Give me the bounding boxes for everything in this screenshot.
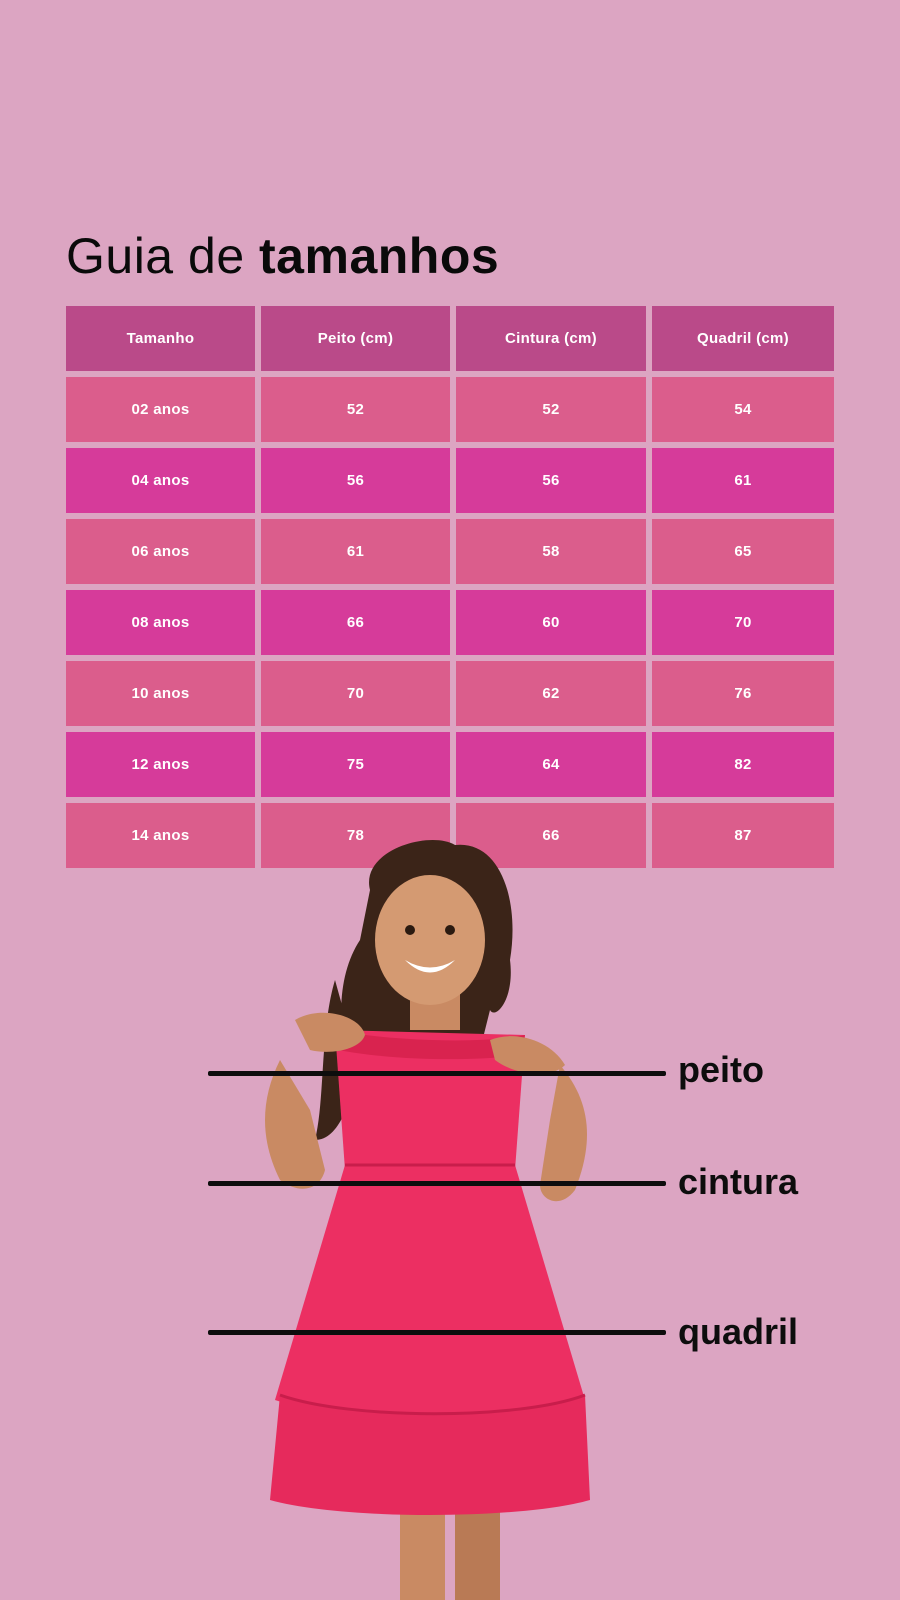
cell-size: 14 anos xyxy=(66,803,255,868)
cell-hip: 61 xyxy=(652,448,834,513)
hip-label: quadril xyxy=(678,1311,799,1352)
size-table xyxy=(66,306,834,868)
cell-hip: 76 xyxy=(652,661,834,726)
model-photo xyxy=(240,840,640,1600)
cell-size: 04 anos xyxy=(66,448,255,513)
cell-chest: 61 xyxy=(261,519,450,584)
dress-skirt xyxy=(275,1165,585,1419)
table-header-row xyxy=(66,306,834,371)
cell-size: 08 anos xyxy=(66,590,255,655)
left-arm xyxy=(265,1060,325,1189)
page-title xyxy=(66,226,499,286)
table-row xyxy=(66,519,834,584)
cell-chest: 78 xyxy=(261,803,450,868)
cell-waist: 56 xyxy=(456,448,646,513)
cell-waist: 52 xyxy=(456,377,646,442)
title-bold: tamanhos xyxy=(259,228,500,284)
face xyxy=(375,875,485,1005)
title-light: Guia de xyxy=(66,228,245,284)
table-row xyxy=(66,661,834,726)
header-size: Tamanho xyxy=(66,306,255,371)
cell-hip: 54 xyxy=(652,377,834,442)
table-row xyxy=(66,448,834,513)
cell-size: 10 anos xyxy=(66,661,255,726)
cell-waist: 66 xyxy=(456,803,646,868)
header-waist: Cintura (cm) xyxy=(456,306,646,371)
cell-chest: 75 xyxy=(261,732,450,797)
cell-chest: 70 xyxy=(261,661,450,726)
cell-size: 12 anos xyxy=(66,732,255,797)
header-chest: Peito (cm) xyxy=(261,306,450,371)
cell-hip: 82 xyxy=(652,732,834,797)
waist-label: cintura xyxy=(678,1161,799,1202)
cell-size: 02 anos xyxy=(66,377,255,442)
table-row xyxy=(66,377,834,442)
waist-line xyxy=(208,1181,666,1186)
hip-line xyxy=(208,1330,666,1335)
cell-waist: 62 xyxy=(456,661,646,726)
header-hip: Quadril (cm) xyxy=(652,306,834,371)
table-row xyxy=(66,590,834,655)
cell-chest: 66 xyxy=(261,590,450,655)
chest-line xyxy=(208,1071,666,1076)
cell-hip: 87 xyxy=(652,803,834,868)
chest-label: peito xyxy=(678,1049,764,1090)
cell-waist: 64 xyxy=(456,732,646,797)
cell-waist: 60 xyxy=(456,590,646,655)
cell-chest: 52 xyxy=(261,377,450,442)
table-row xyxy=(66,732,834,797)
cell-hip: 65 xyxy=(652,519,834,584)
cell-size: 06 anos xyxy=(66,519,255,584)
cell-hip: 70 xyxy=(652,590,834,655)
cell-waist: 58 xyxy=(456,519,646,584)
cell-chest: 56 xyxy=(261,448,450,513)
